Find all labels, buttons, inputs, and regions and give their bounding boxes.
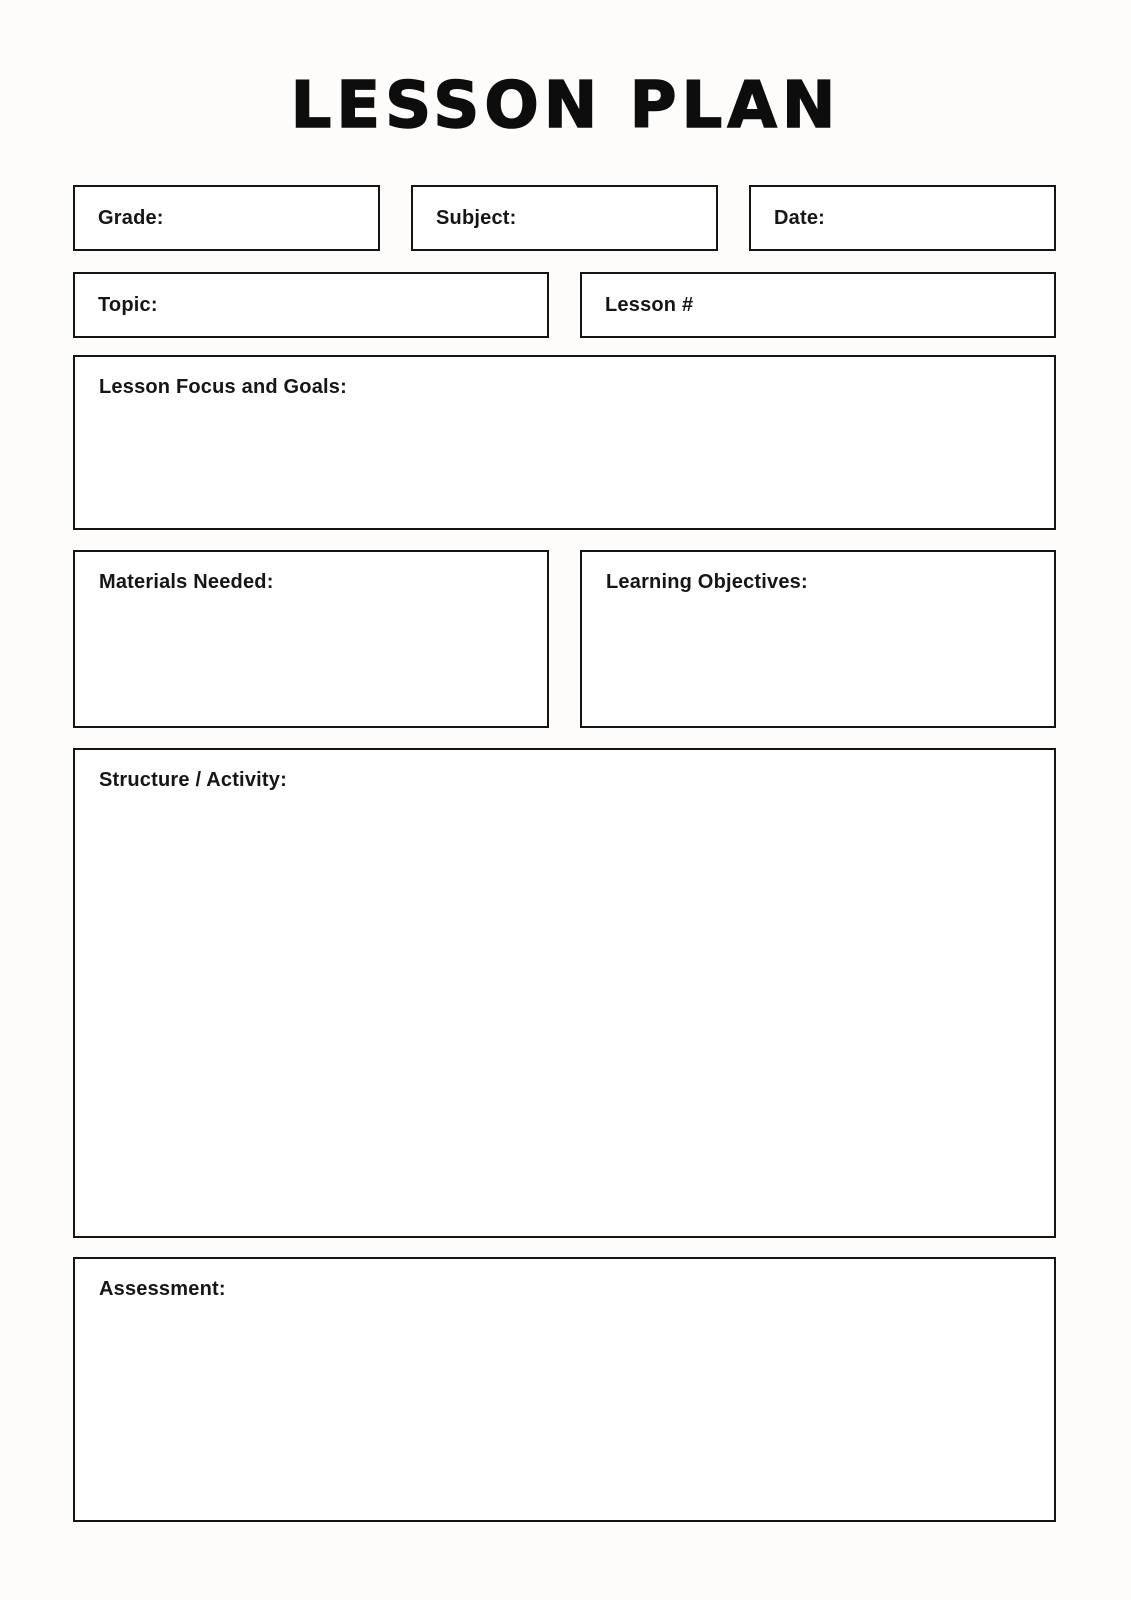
assessment-label: Assessment: (99, 1278, 226, 1300)
materials-field[interactable] (73, 550, 549, 728)
lesson-number-field[interactable] (580, 272, 1056, 338)
structure-activity-label: Structure / Activity: (99, 769, 287, 791)
date-value[interactable] (825, 213, 835, 223)
date-label: Date: (774, 206, 826, 229)
subject-value[interactable] (517, 213, 527, 223)
materials-label: Materials Needed: (99, 571, 274, 593)
page-title: LESSON PLAN (290, 69, 841, 143)
topic-value[interactable] (158, 300, 168, 310)
materials-value[interactable] (278, 578, 288, 588)
topic-label: Topic: (98, 293, 158, 316)
grade-value[interactable] (164, 213, 174, 223)
lesson-number-label: Lesson # (605, 293, 694, 316)
date-field[interactable] (749, 185, 1056, 251)
assessment-field[interactable] (73, 1257, 1056, 1522)
lesson-focus-field[interactable] (73, 355, 1056, 530)
subject-field[interactable] (411, 185, 718, 251)
objectives-label: Learning Objectives: (606, 571, 808, 593)
objectives-field[interactable] (580, 550, 1056, 728)
topic-field[interactable] (73, 272, 549, 338)
subject-label: Subject: (436, 206, 517, 229)
assessment-value[interactable] (230, 1285, 240, 1295)
objectives-value[interactable] (812, 578, 822, 588)
lesson-number-value[interactable] (693, 300, 703, 310)
grade-label: Grade: (98, 206, 164, 229)
structure-activity-value[interactable] (291, 776, 301, 786)
lesson-focus-value[interactable] (351, 383, 361, 393)
lesson-focus-label: Lesson Focus and Goals: (99, 376, 347, 398)
grade-field[interactable] (73, 185, 380, 251)
structure-activity-field[interactable] (73, 748, 1056, 1238)
